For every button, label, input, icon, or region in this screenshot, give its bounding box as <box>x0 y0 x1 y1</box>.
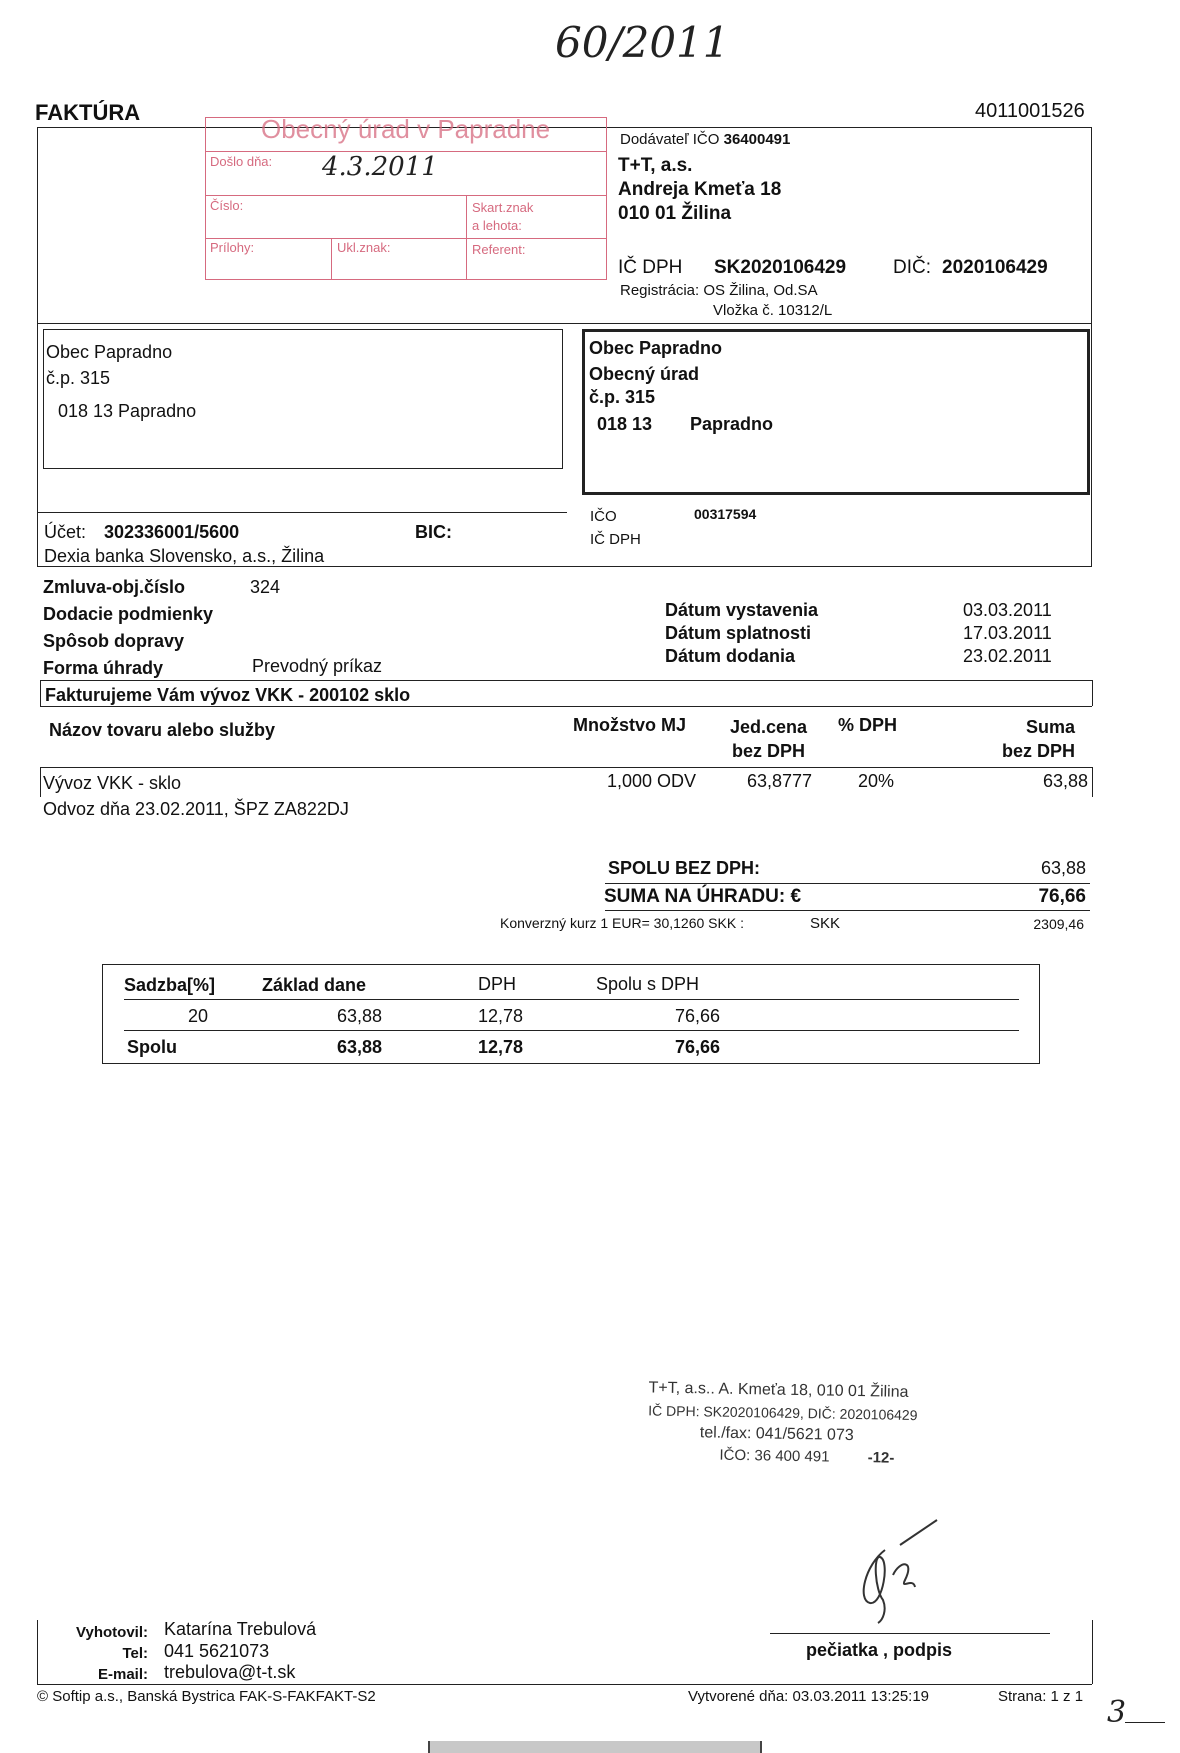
items-header-price: Jed.cena bez DPH <box>730 717 808 761</box>
items-header-vat: % DPH <box>838 715 898 735</box>
stamp-office: Obecný úrad v Papradne <box>261 114 551 144</box>
stamp-officer-label: Referent: <box>472 242 526 257</box>
supplier-vat: SK2020106429 <box>714 257 847 278</box>
supplier-insert: Vložka č. 10312/L <box>713 302 833 319</box>
company-stamp-line3: tel./fax: 041/5621 073 <box>699 1424 854 1444</box>
billing-line2: č.p. 315 <box>46 368 111 388</box>
company-stamp-line1: T+T, a.s.. A. Kmeťa 18, 010 01 Žilina <box>648 1379 909 1401</box>
handwritten-received-date: 4.3.2011 <box>322 152 438 182</box>
vat-table <box>102 964 1040 1064</box>
invoice-number: 4011001526 <box>975 100 1085 122</box>
item-name: Vývoz VKK - sklo <box>43 773 182 793</box>
total-net-label: SPOLU BEZ DPH: <box>608 858 761 878</box>
items-header-qty: Množstvo MJ <box>573 715 687 735</box>
item-note: Odvoz dňa 23.02.2011, ŠPZ ZA822DJ <box>43 799 349 819</box>
margin-note: 3 <box>1107 1695 1127 1730</box>
supplier-dic-label: DIČ: <box>893 257 931 278</box>
customer-line3: č.p. 315 <box>589 387 656 407</box>
supplier-label: Dodávateľ IČO 36400491 <box>620 131 791 148</box>
supplier-city: 010 01 Žilina <box>618 203 732 224</box>
vat-row-vat: 12,78 <box>477 1006 523 1026</box>
issue-date-label: Dátum vystavenia <box>665 600 819 620</box>
bank-account-label: Účet: <box>44 522 87 542</box>
issuer-tel: 041 5621073 <box>164 1641 270 1661</box>
item-vat: 20% <box>858 771 895 791</box>
invoice-subject: Fakturujeme Vám vývoz VKK - 200102 sklo <box>45 685 411 705</box>
total-due: 76,66 <box>1038 886 1086 907</box>
bank-separator <box>37 512 567 513</box>
delivery-date-label: Dátum dodania <box>665 646 796 666</box>
customer-zip: 018 13 <box>597 414 653 434</box>
total-due-label: SUMA NA ÚHRADU: € <box>604 886 802 907</box>
stamp-deadline-label: a lehota: <box>472 218 522 233</box>
vat-row-rate: 20 <box>187 1006 208 1026</box>
company-stamp-line4: IČO: 36 400 491 <box>719 1446 830 1466</box>
item-sum: 63,88 <box>1042 771 1088 791</box>
delivery-terms-label: Dodacie podmienky <box>43 604 214 624</box>
payment-label: Forma úhrady <box>43 658 164 678</box>
footer-page: Strana: 1 z 1 <box>998 1688 1084 1705</box>
supplier-name: T+T, a.s. <box>618 155 693 176</box>
supplier-registration: Registrácia: OS Žilina, Od.SA <box>620 282 818 299</box>
bank-account: 302336001/5600 <box>104 522 240 542</box>
delivery-date: 23.02.2011 <box>963 646 1052 666</box>
conversion-value: 2309,46 <box>1033 916 1084 932</box>
footer-created: Vytvorené dňa: 03.03.2011 13:25:19 <box>688 1688 930 1705</box>
customer-line2: Obecný úrad <box>589 364 700 384</box>
conversion-label: Konverzný kurz 1 EUR= 30,1260 SKK : <box>500 915 744 931</box>
customer-vat-label: IČ DPH <box>590 531 641 548</box>
supplier-street: Andreja Kmeťa 18 <box>618 179 782 200</box>
signature-label: pečiatka , podpis <box>806 1640 953 1660</box>
document-title: FAKTÚRA <box>35 100 141 125</box>
footer-software: © Softip a.s., Banská Bystrica FAK-S-FAKFAKT-S2 <box>37 1688 376 1705</box>
bank-bic-label: BIC: <box>415 522 452 542</box>
items-header-name: Názov tovaru alebo služby <box>49 720 276 740</box>
stamp-storage-label: Ukl.znak: <box>337 240 391 255</box>
issuer-email: trebulova@t-t.sk <box>164 1662 296 1682</box>
supplier-ico: 36400491 <box>723 131 791 148</box>
supplier-dic: 2020106429 <box>942 257 1048 278</box>
customer-city: Papradno <box>690 414 774 434</box>
stamp-shred-label: Skart.znak <box>472 200 534 215</box>
vat-header-vat: DPH <box>478 974 517 994</box>
vat-header-base: Základ dane <box>262 975 367 995</box>
supplier-separator <box>37 323 1092 324</box>
customer-ico-label: IČO <box>590 508 617 525</box>
item-qty: 1,000 ODV <box>607 771 697 791</box>
stamp-received-label: Došlo dňa: <box>210 154 273 169</box>
vat-row-total: 76,66 <box>674 1006 720 1026</box>
registry-stamp <box>205 114 607 280</box>
vat-total-vat: 12,78 <box>477 1037 523 1057</box>
customer-line1: Obec Papradno <box>589 338 723 358</box>
issue-date: 03.03.2011 <box>963 600 1052 620</box>
billing-line1: Obec Papradno <box>46 342 173 362</box>
scan-edge <box>428 1741 762 1753</box>
total-net: 63,88 <box>1040 858 1086 878</box>
issuer-name: Katarína Trebulová <box>164 1619 317 1639</box>
issuer-label: Vyhotovil: <box>76 1624 148 1641</box>
stamp-number-label: Číslo: <box>210 198 244 213</box>
due-date: 17.03.2011 <box>963 623 1052 643</box>
issuer-email-label: E-mail: <box>97 1666 148 1683</box>
company-stamp <box>647 1377 948 1470</box>
vat-total-total: 76,66 <box>674 1037 720 1057</box>
item-unit-price: 63,8777 <box>747 771 813 791</box>
company-stamp-code: -12- <box>867 1449 895 1467</box>
vat-header-total: Spolu s DPH <box>596 974 700 994</box>
vat-row-base: 63,88 <box>336 1006 382 1026</box>
due-date-label: Dátum splatnosti <box>665 623 812 643</box>
vat-total-base: 63,88 <box>336 1037 382 1057</box>
contract-label: Zmluva-obj.číslo <box>43 577 186 597</box>
billing-line3: 018 13 Papradno <box>58 401 197 421</box>
signature-icon <box>845 1515 945 1625</box>
items-header-sum: Suma bez DPH <box>1001 717 1075 761</box>
vat-header-rate: Sadzba[%] <box>124 975 216 995</box>
handwritten-reference: 60/2011 <box>555 18 730 67</box>
conversion-currency: SKK <box>810 915 841 932</box>
vat-total-label: Spolu <box>127 1037 177 1057</box>
payment-value: Prevodný príkaz <box>252 656 383 676</box>
bank-name: Dexia banka Slovensko, a.s., Žilina <box>44 546 325 566</box>
supplier-vat-label: IČ DPH <box>618 257 683 278</box>
company-stamp-line2: IČ DPH: SK2020106429, DIČ: 2020106429 <box>648 1402 918 1424</box>
customer-ico: 00317594 <box>694 506 757 522</box>
contract-value: 324 <box>250 577 281 597</box>
issuer-tel-label: Tel: <box>122 1645 148 1662</box>
transport-label: Spôsob dopravy <box>43 631 185 651</box>
stamp-attachments-label: Prílohy: <box>210 240 255 255</box>
